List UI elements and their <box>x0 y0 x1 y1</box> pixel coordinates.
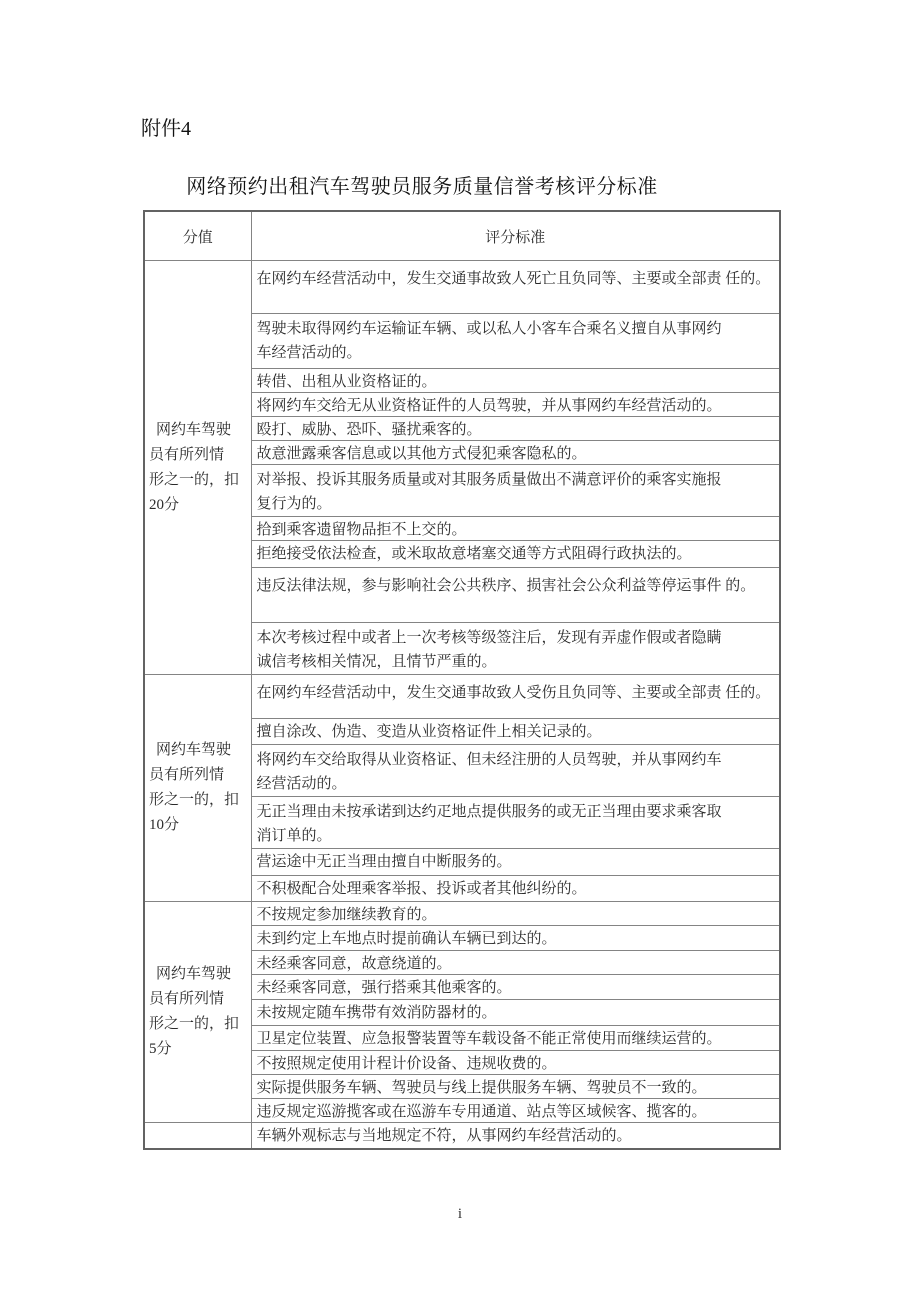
criteria-cell <box>251 719 780 745</box>
criteria-line: 转借、出租从业资格证的。 <box>256 374 437 390</box>
document-title: 网络预约出租汽车驾驶员服务质量信誉考核评分标准 <box>186 176 658 198</box>
attachment-label: 附件4 <box>141 118 191 140</box>
score-label-line: 形之一的，扣 <box>149 792 240 808</box>
page-number-footer: i <box>457 1206 463 1222</box>
criteria-cell <box>251 1099 780 1123</box>
table-row <box>144 902 780 926</box>
score-cell <box>144 902 251 1123</box>
criteria-cell <box>251 745 780 797</box>
table-row <box>144 1123 780 1149</box>
criteria-cell <box>251 1051 780 1075</box>
criteria-line: 实际提供服务车辆、驾驶员与线上提供服务车辆、驾驶员不一致的。 <box>256 1080 707 1096</box>
score-label-line: 网约车驾驶 <box>156 742 232 758</box>
criteria-cell <box>251 623 780 675</box>
criteria-cell <box>251 314 780 369</box>
criteria-line: 拾到乘客遗留物品拒不上交的。 <box>256 522 467 538</box>
criteria-cell <box>251 441 780 465</box>
criteria-cell <box>251 1026 780 1051</box>
score-label-line: 5分 <box>149 1041 172 1057</box>
criteria-line: 消订单的。 <box>256 828 332 844</box>
criteria-line: 在网约车经营活动中，发生交通事故致人死亡且负同等、主要或全部责 任的。 <box>256 271 771 287</box>
criteria-cell <box>251 902 780 926</box>
score-label-line: 网约车驾驶 <box>156 966 232 982</box>
score-cell <box>144 261 251 675</box>
criteria-table-body <box>144 261 780 1149</box>
criteria-line: 擅自涂改、伪造、变造从业资格证件上相关记录的。 <box>256 724 602 740</box>
criteria-cell <box>251 1000 780 1026</box>
criteria-line: 未经乘客同意，故意绕道的。 <box>256 956 452 972</box>
criteria-line: 拒绝接受依法检查，或米取故意堵塞交通等方式阻碍行政执法的。 <box>256 546 692 562</box>
criteria-cell <box>251 541 780 568</box>
criteria-cell <box>251 675 780 719</box>
criteria-line: 对举报、投诉其服务质量或对其服务质量做出不满意评价的乘客实施报 <box>256 472 722 488</box>
criteria-line: 营运途中无正当理由擅自中断服务的。 <box>256 854 512 870</box>
score-label-line: 员有所列情 <box>149 767 225 783</box>
criteria-cell <box>251 517 780 541</box>
criteria-line: 经营活动的。 <box>256 776 347 792</box>
criteria-line: 在网约车经营活动中，发生交通事故致人受伤且负同等、主要或全部责 任的。 <box>256 685 771 701</box>
criteria-cell <box>251 417 780 441</box>
criteria-line: 违反法律法规，参与影响社会公共秩序、损害社会公众利益等停运事件 的。 <box>256 578 756 594</box>
criteria-line: 不按照规定使用计程计价设备、违规收费的。 <box>256 1056 557 1072</box>
scoring-table-container <box>143 210 779 1150</box>
criteria-cell <box>251 369 780 393</box>
criteria-line: 违反规定巡游揽客或在巡游车专用通道、站点等区域候客、揽客的。 <box>256 1104 707 1120</box>
criteria-line: 无正当理由未按承诺到达约疋地点提供服务的或无正当理由要求乘客取 <box>256 804 722 820</box>
table-header-row <box>144 211 780 261</box>
criteria-line: 殴打、威胁、恐吓、骚扰乘客的。 <box>256 422 482 438</box>
criteria-line: 将网约车交给无从业资格证件的人员驾驶，并从事网约车经营活动的。 <box>256 398 722 414</box>
score-column-header: 分值 <box>144 211 251 261</box>
criteria-line: 本次考核过程中或者上一次考核等级签注后，发现有弄虚作假或者隐瞒 <box>256 630 722 646</box>
criteria-cell <box>251 876 780 902</box>
criteria-cell <box>251 1075 780 1099</box>
criteria-line: 诚信考核相关情况，且情节严重的。 <box>256 654 497 670</box>
score-label-line: 员有所列情 <box>149 446 225 463</box>
criteria-cell <box>251 568 780 623</box>
criteria-column-header: 评分标准 <box>251 211 780 261</box>
score-cell <box>144 675 251 902</box>
criteria-line: 车经营活动的。 <box>256 345 362 361</box>
criteria-cell <box>251 951 780 975</box>
criteria-cell <box>251 465 780 517</box>
criteria-line: 将网约车交给取得从业资格证、但未经注册的人员驾驶，并从事网约车 <box>256 752 722 768</box>
criteria-cell <box>251 926 780 951</box>
score-label-line: 网约车驾驶 <box>156 421 232 438</box>
score-label-line: 形之一的，扣 <box>149 1016 240 1032</box>
criteria-line: 不积极配合处理乘客举报、投诉或者其他纠纷的。 <box>256 881 587 897</box>
score-cell <box>144 1123 251 1149</box>
table-row <box>144 261 780 314</box>
score-label-line: 员有所列情 <box>149 991 225 1007</box>
criteria-cell <box>251 1123 780 1149</box>
score-label-line: 10分 <box>149 817 180 833</box>
criteria-line: 卫星定位装置、应急报警装置等车载设备不能正常使用而继续运营的。 <box>256 1031 722 1047</box>
criteria-cell <box>251 975 780 1000</box>
score-label-line: 形之一的，扣 <box>149 471 240 488</box>
criteria-line: 车辆外观标志与当地规定不符，从事网约车经营活动的。 <box>256 1128 632 1144</box>
criteria-line: 驾驶未取得网约车运输证车辆、或以私人小客车合乘名义擅自从事网约 <box>256 321 722 337</box>
criteria-cell <box>251 393 780 417</box>
criteria-line: 未到约定上车地点时提前确认车辆已到达的。 <box>256 931 557 947</box>
criteria-line: 故意泄露乘客信息或以其他方式侵犯乘客隐私的。 <box>256 446 587 462</box>
criteria-line: 未经乘客同意，强行搭乘其他乘客的。 <box>256 980 512 996</box>
criteria-cell <box>251 797 780 849</box>
criteria-cell <box>251 261 780 314</box>
scoring-table <box>143 210 781 1150</box>
criteria-line: 未按规定随车携带有效消防器材的。 <box>256 1005 497 1021</box>
criteria-line: 复行为的。 <box>256 496 332 512</box>
criteria-line: 不按规定参加继续教育的。 <box>256 907 437 923</box>
table-row <box>144 675 780 719</box>
score-label-line: 20分 <box>149 496 180 513</box>
criteria-cell <box>251 849 780 876</box>
